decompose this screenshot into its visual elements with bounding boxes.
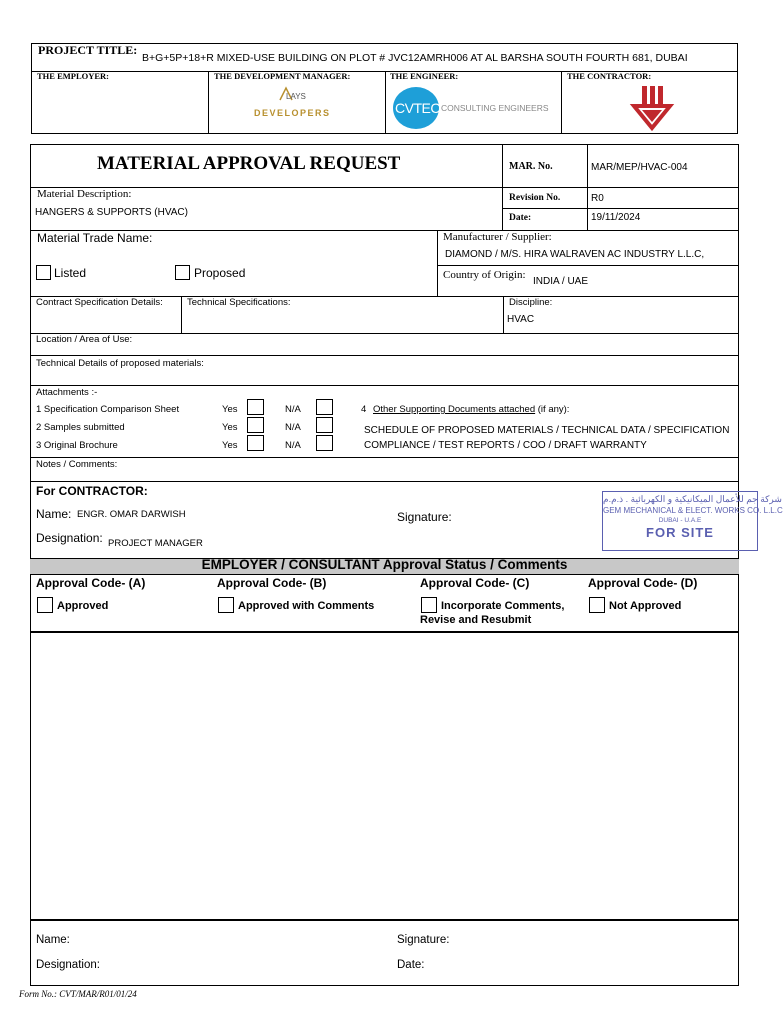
engineer-label: THE ENGINEER: xyxy=(390,71,459,81)
attachment-3-na: N/A xyxy=(285,440,301,451)
not-approved-checkbox[interactable] xyxy=(589,597,605,613)
revision-value: R0 xyxy=(591,193,604,204)
proposed-label: Proposed xyxy=(194,266,246,280)
date-label: Date: xyxy=(509,213,532,223)
approved-with-comments-label: Approved with Comments xyxy=(238,600,375,612)
attachment-3-yes-checkbox[interactable] xyxy=(247,435,264,451)
other-docs-suffix: (if any): xyxy=(535,404,570,415)
stamp-line3: FOR SITE xyxy=(646,525,714,540)
stamp-line2: DUBAI - U.A.E xyxy=(658,517,702,524)
comments-area[interactable] xyxy=(30,632,739,920)
revise-resubmit-label: Revise and Resubmit xyxy=(420,614,532,626)
proposed-checkbox[interactable] xyxy=(175,265,190,280)
contractor-signature-label: Signature: xyxy=(397,510,452,524)
lays-logo-top: LAYS xyxy=(286,92,306,101)
manufacturer-label: Manufacturer / Supplier: xyxy=(443,231,552,243)
employer-label: THE EMPLOYER: xyxy=(37,71,110,81)
origin-value: INDIA / UAE xyxy=(533,276,589,287)
approved-checkbox[interactable] xyxy=(37,597,53,613)
location-label: Location / Area of Use: xyxy=(36,334,133,345)
approver-signature-label: Signature: xyxy=(397,934,450,946)
form-number: Form No.: CVT/MAR/R01/01/24 xyxy=(19,989,137,999)
material-desc-value: HANGERS & SUPPORTS (HVAC) xyxy=(35,207,188,218)
revision-label: Revision No. xyxy=(509,193,561,203)
attachment-1-yes-checkbox[interactable] xyxy=(247,399,264,415)
project-title: B+G+5P+18+R MIXED-USE BUILDING ON PLOT # JVC12AMRH006 AT AL BARSHA SOUTH FOURTH 681, DUBAI xyxy=(142,52,688,64)
attachment-3-yes: Yes xyxy=(222,440,238,451)
lays-logo-bottom: DEVELOPERS xyxy=(254,108,331,118)
cvtec-logo-mark: CVTEC xyxy=(395,100,440,116)
attachment-1-na: N/A xyxy=(285,404,301,415)
other-docs-line xyxy=(373,404,569,415)
attachment-2-na: N/A xyxy=(285,422,301,433)
stamp-line1: GEM MECHANICAL & ELECT. WORKS CO. L.L.C xyxy=(603,506,783,515)
other-docs-num: 4 xyxy=(361,404,367,415)
not-approved-label: Not Approved xyxy=(609,600,682,612)
contractor-logo xyxy=(630,84,674,130)
discipline-label: Discipline: xyxy=(509,297,553,308)
material-desc-label: Material Description: xyxy=(37,188,132,200)
other-docs-text: SCHEDULE OF PROPOSED MATERIALS / TECHNICAL DATA / SPECIFICATION COMPLIANCE / TEST REPORTS / COO / DRAFT WARRANTY xyxy=(364,425,730,451)
form-title: MATERIAL APPROVAL REQUEST xyxy=(97,153,401,174)
cvtec-logo xyxy=(393,87,439,129)
contractor-name-label: Name: xyxy=(36,507,72,521)
mar-no-label: MAR. No. xyxy=(509,161,553,172)
approver-name-label: Name: xyxy=(36,934,70,946)
attachment-1-label: 1 Specification Comparison Sheet xyxy=(36,404,180,415)
incorporate-comments-checkbox[interactable] xyxy=(421,597,437,613)
approval-signature-box xyxy=(30,920,739,986)
project-title-label: PROJECT TITLE: xyxy=(38,43,138,57)
discipline-value: HVAC xyxy=(507,314,535,325)
origin-label: Country of Origin: xyxy=(443,269,526,281)
attachment-2-yes-checkbox[interactable] xyxy=(247,417,264,433)
company-stamp xyxy=(602,491,783,551)
attachment-3-na-checkbox[interactable] xyxy=(316,435,333,451)
other-docs-label: Other Supporting Documents attached xyxy=(373,404,536,415)
cvtec-logo-text: CONSULTING ENGINEERS xyxy=(441,103,549,113)
approved-label: Approved xyxy=(57,600,109,612)
approver-date-label: Date: xyxy=(397,959,425,971)
attachment-2-yes: Yes xyxy=(222,422,238,433)
contract-spec-label: Contract Specification Details: xyxy=(36,297,163,308)
dev-manager-label: THE DEVELOPMENT MANAGER: xyxy=(214,71,351,81)
approval-code-b: Approval Code- (B) xyxy=(217,576,327,590)
approved-with-comments-checkbox[interactable] xyxy=(218,597,234,613)
listed-checkbox[interactable] xyxy=(36,265,51,280)
contractor-designation-value: PROJECT MANAGER xyxy=(108,538,203,549)
attachment-2-label: 2 Samples submitted xyxy=(36,422,125,433)
contractor-name-value: ENGR. OMAR DARWISH xyxy=(77,509,186,520)
approval-code-c: Approval Code- (C) xyxy=(420,576,530,590)
tech-details-label: Technical Details of proposed materials: xyxy=(36,358,204,369)
attachment-2-na-checkbox[interactable] xyxy=(316,417,333,433)
approval-code-a: Approval Code- (A) xyxy=(36,576,146,590)
approval-heading: EMPLOYER / CONSULTANT Approval Status / Comments xyxy=(201,557,568,572)
incorporate-comments-label: Incorporate Comments, xyxy=(441,600,565,612)
attachments-label: Attachments :- xyxy=(36,387,98,398)
approver-designation-label: Designation: xyxy=(36,959,100,971)
manufacturer-value: DIAMOND / M/S. HIRA WALRAVEN AC INDUSTRY L.L.C, xyxy=(445,249,705,260)
lays-developers-logo xyxy=(248,86,338,126)
contractor-label: THE CONTRACTOR: xyxy=(567,71,652,81)
trade-name-label: Material Trade Name: xyxy=(37,231,153,245)
gem-logo-icon xyxy=(630,84,674,130)
attachment-1-na-checkbox[interactable] xyxy=(316,399,333,415)
stamp-arabic: شركة جم للأعمال الميكانيكية و الكهربائية . ذ.م.م xyxy=(603,494,782,504)
attachment-3-label: 3 Original Brochure xyxy=(36,440,118,451)
date-value: 19/11/2024 xyxy=(591,212,641,223)
attachment-1-yes: Yes xyxy=(222,404,238,415)
tech-spec-label: Technical Specifications: xyxy=(187,297,291,308)
approval-code-d: Approval Code- (D) xyxy=(588,576,698,590)
mar-no-value: MAR/MEP/HVAC-004 xyxy=(591,162,688,173)
listed-label: Listed xyxy=(54,266,87,280)
contractor-designation-label: Designation: xyxy=(36,531,103,545)
contractor-heading: For CONTRACTOR: xyxy=(36,484,148,498)
notes-label: Notes / Comments: xyxy=(36,459,118,470)
